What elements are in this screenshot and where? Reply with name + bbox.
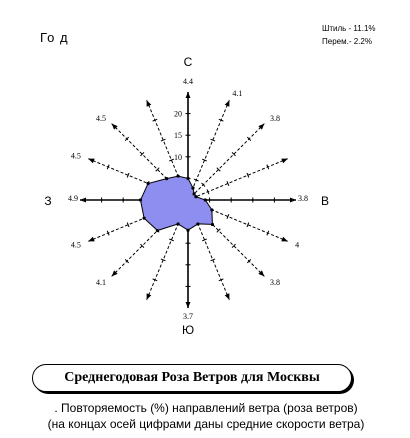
radial-tick-label: 20 <box>174 109 182 119</box>
mean-speed-label-ЮВ: 3.8 <box>270 278 281 288</box>
axis-tick <box>247 259 251 263</box>
calm-percentage: Штиль - 11.1% <box>322 24 376 33</box>
frequency-point-ССВ <box>191 186 194 189</box>
axis-arrowhead <box>147 293 152 300</box>
axis-arrowhead <box>147 100 152 106</box>
radial-tick-label: 15 <box>174 131 182 141</box>
axis-arrowhead <box>290 198 296 203</box>
frequency-point-С <box>186 177 189 180</box>
frequency-point-ВСВ <box>194 195 197 198</box>
mean-speed-label-З: 4.9 <box>68 194 78 203</box>
axis-arrowhead <box>281 159 288 164</box>
mean-speed-label-ЗСЗ: 4.5 <box>70 151 81 161</box>
frequency-point-ЗСЗ <box>146 182 149 185</box>
frequency-point-ЮЮВ <box>196 222 199 225</box>
frequency-point-В <box>204 198 207 201</box>
axis-tick <box>125 137 129 141</box>
mean-speed-label-Ю: 3.7 <box>183 312 193 321</box>
radial-tick-label: 10 <box>174 152 182 162</box>
period-label: Го д <box>40 30 69 45</box>
compass-north: С <box>183 55 193 69</box>
axis-arrowhead <box>88 237 94 242</box>
mean-speed-label-ВЮВ: 4 <box>295 240 300 250</box>
frequency-point-ЮЗ <box>156 229 159 232</box>
frequency-polygon <box>141 176 213 230</box>
axis-ССВ <box>188 100 229 200</box>
mean-speed-label-С: 4.4 <box>183 77 193 86</box>
mean-speed-label-СВ: 3.8 <box>270 113 281 123</box>
mean-speed-label-ЗЮЗ: 4.5 <box>70 240 81 250</box>
axis-arrowhead <box>281 237 288 242</box>
chart-caption: Среднегодовая Роза Ветров для Москвы <box>32 364 352 392</box>
compass-east: В <box>320 194 330 208</box>
axis-arrowhead <box>186 302 191 308</box>
axis-arrowhead <box>186 92 191 98</box>
frequency-polygon-group <box>139 174 214 232</box>
axis-tick <box>125 259 129 263</box>
note-line-2: (на концах осей цифрами даны средние скорости ветра) <box>47 417 365 431</box>
mean-speed-label-СЗ: 4.5 <box>95 113 106 123</box>
frequency-point-Ю <box>186 229 189 232</box>
axis-СВ <box>188 124 264 200</box>
frequency-point-ВЮВ <box>210 208 213 211</box>
axis-arrowhead <box>225 293 230 300</box>
variable-percentage: Перем.- 2.2% <box>322 37 372 46</box>
frequency-point-З <box>139 198 142 201</box>
frequency-point-ССЗ <box>176 174 179 177</box>
mean-speed-label-ССВ: 4.1 <box>232 88 243 98</box>
compass-south: Ю <box>181 323 195 337</box>
frequency-point-ЗЮЗ <box>142 217 145 220</box>
frequency-point-СЗ <box>165 177 168 180</box>
frequency-point-СВ <box>193 192 196 195</box>
axis-arrowhead <box>80 198 86 203</box>
frequency-point-ЮЮЗ <box>176 222 179 225</box>
note-line-1: . Повторяемость (%) направлений ветра (роза ветров) <box>54 401 358 415</box>
mean-speed-label-В: 3.8 <box>298 194 308 203</box>
compass-west: З <box>44 194 52 208</box>
mean-speed-label-ЮЗ: 4.1 <box>95 278 106 288</box>
axis-arrowhead <box>225 100 230 106</box>
axis-arrowhead <box>88 159 94 164</box>
frequency-point-ЮВ <box>211 223 214 226</box>
axis-ВСВ <box>188 159 288 200</box>
explanatory-note <box>4 400 408 432</box>
axis-tick <box>247 137 251 141</box>
